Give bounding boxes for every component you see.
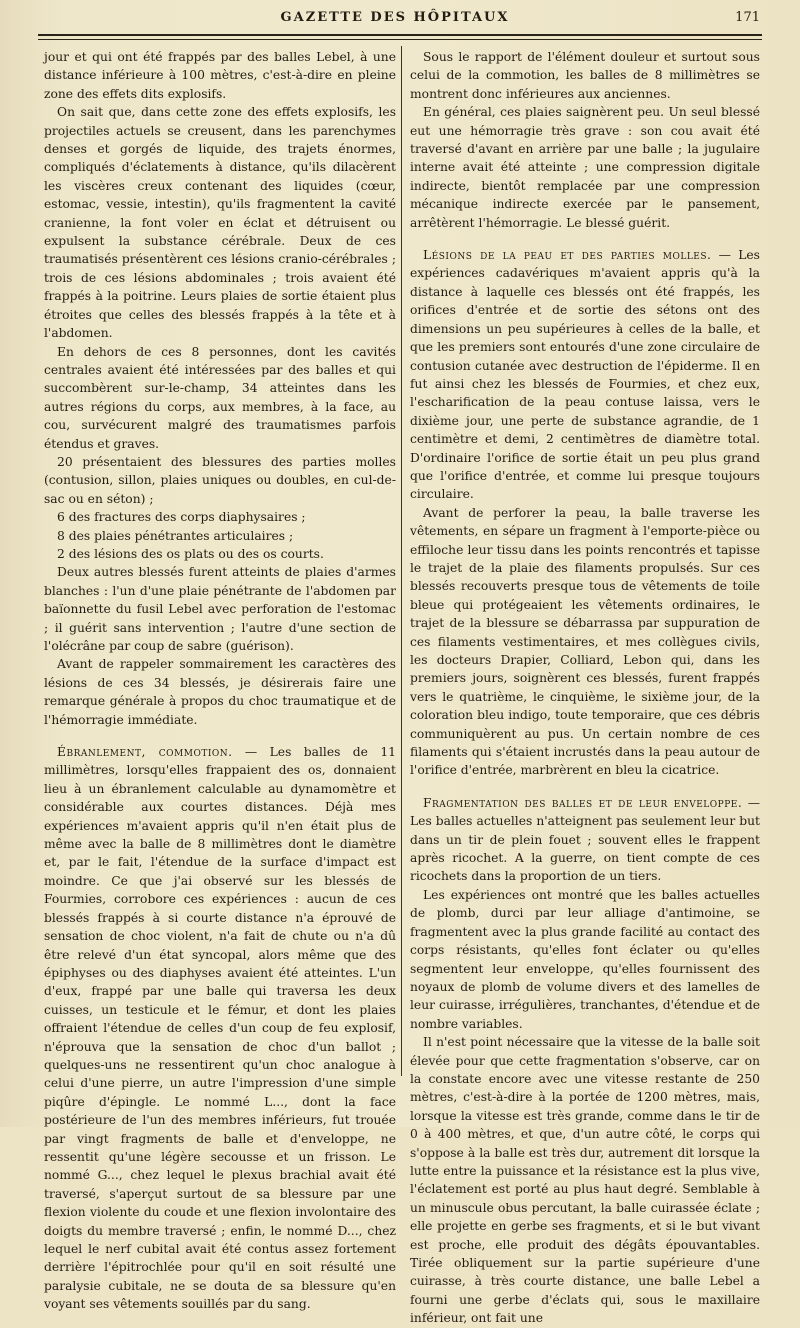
paragraph: jour et qui ont été frappés par des balles Lebel, à une distance inférieure à 100 mètres, c'est-à-dire en pleine zone des effets dits explosifs. bbox=[44, 50, 396, 101]
page-number: 171 bbox=[735, 10, 760, 25]
paragraph: 6 des fractures des corps diaphysaires ; bbox=[57, 510, 306, 525]
header-rule-thick bbox=[38, 34, 762, 36]
paragraph: Avant de rappeler sommairement les caractères des lésions de ces 34 blessés, je désirerais faire une remarque générale à propos du choc traumatique et de l'hémorragie immédiate. bbox=[44, 657, 396, 727]
section-heading: Lésions de la peau et des parties molles. bbox=[423, 248, 712, 263]
section-heading: Fragmentation des balles et de leur enveloppe. bbox=[423, 795, 743, 810]
header-rule-thin bbox=[38, 39, 762, 40]
section-fragmentation bbox=[410, 794, 760, 886]
paragraph: 8 des plaies pénétrantes articulaires ; bbox=[57, 528, 294, 543]
section-text: — Les balles de 11 millimètres, lorsqu'elles frappaient des os, donnaient lieu à un ébranlement calculable au dynamomètre et considérable aux courtes distances. Déjà mes expériences m'avaient appris qu'il n'en était plus de même avec la balle de 8 millimètres dont le diamètre et, par le fait, l'étendue de la surface d'impact est moindre. Ce que j'ai observé sur les blessés de Fourmies, corrobore ces expériences : aucun de ces blessés frappés à si courte distance n'a éprouvé de sensation de choc violent, n'a fait de chute ou n'a dû être relevé d'un état syncopal, alors même que des épiphyses ou des diaphyses avaient été atteintes. L'un d'eux, frappé par une balle qui traversa les deux cuisses, un testicule et le fémur, et dont les plaies offraient l'étendue de celles d'un coup de feu explosif, n'éprouva que la sensation de choc d'un ballot ; quelques-uns ne ressentirent qu'un choc analogue à celui d'une pierre, un autre l'impression d'une simple piqûre d'épingle. Le nommé L..., dont la face postérieure de l'un des membres inférieurs, fut trouée par vingt fragments de balle et d'enveloppe, ne ressentit qu'une légère secousse et un frisson. Le nommé G..., chez lequel le plexus brachial avait été traversé, s'aperçut surtout de sa blessure par une flexion violente du coude et une flexion involontaire des doigts du membre traversé ; enfin, le nommé D..., chez lequel le nerf cubital avait été contus assez fortement derrière l'épitrochlée pour qu'il en soit résulté une paralysie cubitale, ne se douta de sa blessure qu'en voyant ses vêtements souillés par du sang. bbox=[44, 745, 396, 1312]
journal-title: GAZETTE DES HÔPITAUX bbox=[280, 10, 510, 25]
paragraph: Sous le rapport de l'élément douleur et surtout sous celui de la commotion, les balles de 8 millimètres se montrent donc inférieures aux anciennes. bbox=[410, 50, 760, 101]
section-text: — Les expériences cadavériques m'avaient appris qu'à la distance à laquelle ces blessés ont été frappés, les orifices d'entrée et de sortie des sétons ont des dimensions un peu supérieures à celles de la balle, et que les premiers sont entourés d'une zone circulaire de contusion cutanée avec destruction de l'épiderme. Il en fut ainsi chez les blessés de Fourmies, et chez eux, l'escharification de la peau contuse laissa, vers le dixième jour, une perte de substance agrandie, de 1 centimètre et demi, 2 centimètres de diamètre total. D'ordinaire l'orifice de sortie était un peu plus grand que l'orifice d'entrée, et comme lui presque toujours circulaire. bbox=[410, 248, 760, 502]
right-column bbox=[410, 48, 760, 1328]
section-text: — Les balles actuelles n'atteignent pas seulement leur but dans un tir de plein fouet ; souvent elles le frappent après ricochet. A la guerre, on tient compte de ces ricochets dans la proportion de un tiers. bbox=[410, 795, 760, 884]
column-divider bbox=[401, 46, 402, 1076]
paragraph: Les expériences ont montré que les balles actuelles de plomb, durci par leur alliage d'antimoine, se fragmentent avec la plus grande facilité au contact des corps résistants, qu'elles font éclater ou qu'elles segmentent leur enveloppe, qu'elles fournissent des noyaux de plomb de volume divers et des lamelles de leur cuirasse, irrégulières, tranchantes, d'étendue et de nombre variables. bbox=[410, 887, 760, 1031]
section-ebranlement bbox=[44, 743, 396, 1314]
paragraph: 2 des lésions des os plats ou des os courts. bbox=[57, 546, 324, 561]
left-column bbox=[44, 48, 396, 1314]
paragraph: Il n'est point nécessaire que la vitesse de la balle soit élevée pour que cette fragmentation s'observe, car on la constate encore avec une vitesse restante de 250 mètres, c'est-à-dire à la portée de 1200 mètres, mais, lorsque la vitesse est très grande, comme dans le tir de 0 à 400 mètres, et que, d'un autre côté, le corps qui s'oppose à la balle est très dur, autrement dit lorsque la lutte entre la puissance et la résistance est la plus vive, l'éclatement est porté au plus haut degré. Semblable à un minuscule obus percutant, la balle cuirassée éclate ; elle projette en gerbe ses fragments, et si le but vivant est proche, elle produit des dégâts épouvantables. Tirée obliquement sur la partie supérieure d'une cuirasse, à très courte distance, une balle Lebel a fourni une gerbe d'éclats qui, sous le maxillaire inférieur, ont fait une bbox=[410, 1035, 760, 1326]
page-header bbox=[30, 8, 760, 34]
paragraph: On sait que, dans cette zone des effets explosifs, les projectiles actuels se creusent, dans les parenchymes denses et gorgés de liquide, des trajets énormes, compliqués d'éclatements à distance, qu'ils dilacèrent les viscères creux contenant des liquides (cœur, estomac, vessie, intestin), qu'ils fragmentent la cavité cranienne, la font voler en éclat et détruisent ou expulsent la substance cérébrale. Deux de ces traumatisés présentèrent ces lésions cranio-cérébrales ; trois de ces lésions abdominales ; trois avaient été frappés à la poitrine. Leurs plaies de sortie étaient plus étroites que celles des blessés frappés à la tête et à l'abdomen. bbox=[44, 105, 396, 341]
paragraph: En dehors de ces 8 personnes, dont les cavités centrales avaient été intéressées par des balles et qui succombèrent sur-le-champ, 34 atteintes dans les autres régions du corps, aux membres, à la face, au cou, survécurent malgré des traumatismes parfois étendus et graves. bbox=[44, 344, 396, 451]
paragraph: Deux autres blessés furent atteints de plaies d'armes blanches : l'un d'une plaie pénétrante de l'abdomen par baïonnette du fusil Lebel avec perforation de l'estomac ; il guérit sans intervention ; l'autre d'une section de l'olécrâne par coup de sabre (guérison). bbox=[44, 565, 396, 653]
paragraph: 20 présentaient des blessures des parties molles (contusion, sillon, plaies uniques ou doubles, en cul-de-sac ou en séton) ; bbox=[44, 454, 396, 506]
section-peau bbox=[410, 246, 760, 504]
paragraph: Avant de perforer la peau, la balle traverse les vêtements, en sépare un fragment à l'emporte-pièce ou effiloche leur tissu dans les points rencontrés et tapisse le trajet de la plaie des filaments propulsés. Sur ces blessés recouverts presque tous de vêtements de toile bleue qui protégeaient les vêtements ordinaires, le trajet de la blessure se débarrassa par suppuration de ces filaments vestimentaires, et mes collègues civils, les docteurs Drapier, Colliard, Lebon qui, dans les premiers jours, soignèrent ces blessés, furent frappés vers le quatrième, le cinquième, le sixième jour, de la coloration bleu indigo, toute temporaire, que ces débris communiquèrent au pus. Un certain nombre de ces filaments qui s'étaient incrustés dans la peau autour de l'orifice d'entrée, marbrèrent en bleu la cicatrice. bbox=[410, 505, 760, 778]
paragraph: En général, ces plaies saignèrent peu. Un seul blessé eut une hémorragie très grave : son cou avait été traversé d'avant en arrière par une balle ; la jugulaire interne avait été atteinte ; une compression digitale indirecte, bientôt remplacée par une compression mécanique indirecte exercée par le pansement, arrêtèrent l'hémorragie. Le blessé guérit. bbox=[410, 105, 760, 230]
section-heading: Ébranlement, commotion. bbox=[57, 745, 233, 760]
